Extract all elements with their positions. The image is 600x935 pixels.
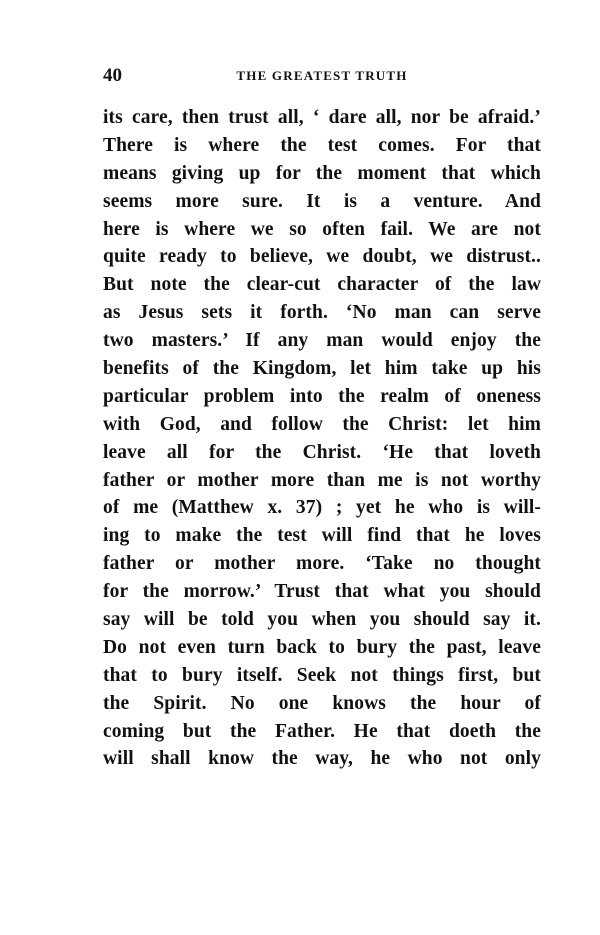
text-line: ing to make the test will find that he loves <box>103 525 541 547</box>
text-line: its care, then trust all, ‘ dare all, nor be afraid.’ <box>103 107 541 128</box>
text-line: as Jesus sets it forth. ‘No man can serve <box>103 302 541 324</box>
text-line: father or mother more than me is not worthy <box>103 469 541 491</box>
text-line: But note the clear-cut character of the law <box>103 274 541 296</box>
running-head: THE GREATEST TRUTH <box>236 68 408 83</box>
body-text <box>103 104 541 773</box>
text-line: the Spirit. No one knows the hour of <box>103 692 541 714</box>
text-line: with God, and follow the Christ: let him <box>103 413 541 435</box>
text-line: Do not even turn back to bury the past, leave <box>103 636 541 658</box>
text-line: quite ready to believe, we doubt, we distrust.. <box>103 246 541 268</box>
page-number: 40 <box>103 65 122 86</box>
text-line: seems more sure. It is a venture. And <box>103 190 541 212</box>
text-line: for the morrow.’ Trust that what you should <box>103 581 541 603</box>
text-line: that to bury itself. Seek not things first, but <box>103 664 541 686</box>
text-line: There is where the test comes. For that <box>103 134 541 156</box>
text-line: two masters.’ If any man would enjoy the <box>103 330 541 352</box>
page-header <box>103 64 541 88</box>
text-line: say will be told you when you should say it. <box>103 609 541 631</box>
text-line: benefits of the Kingdom, let him take up his <box>103 358 541 380</box>
text-line: father or mother more. ‘Take no thought <box>103 553 541 575</box>
text-line: particular problem into the realm of oneness <box>103 385 541 407</box>
text-line: leave all for the Christ. ‘He that loveth <box>103 441 541 463</box>
text-line: will shall know the way, he who not only <box>103 748 541 770</box>
text-line: coming but the Father. He that doeth the <box>103 720 541 742</box>
text-line: here is where we so often fail. We are not <box>103 218 541 240</box>
text-line: means giving up for the moment that which <box>103 162 541 184</box>
text-line: of me (Matthew x. 37) ; yet he who is will- <box>103 497 541 519</box>
